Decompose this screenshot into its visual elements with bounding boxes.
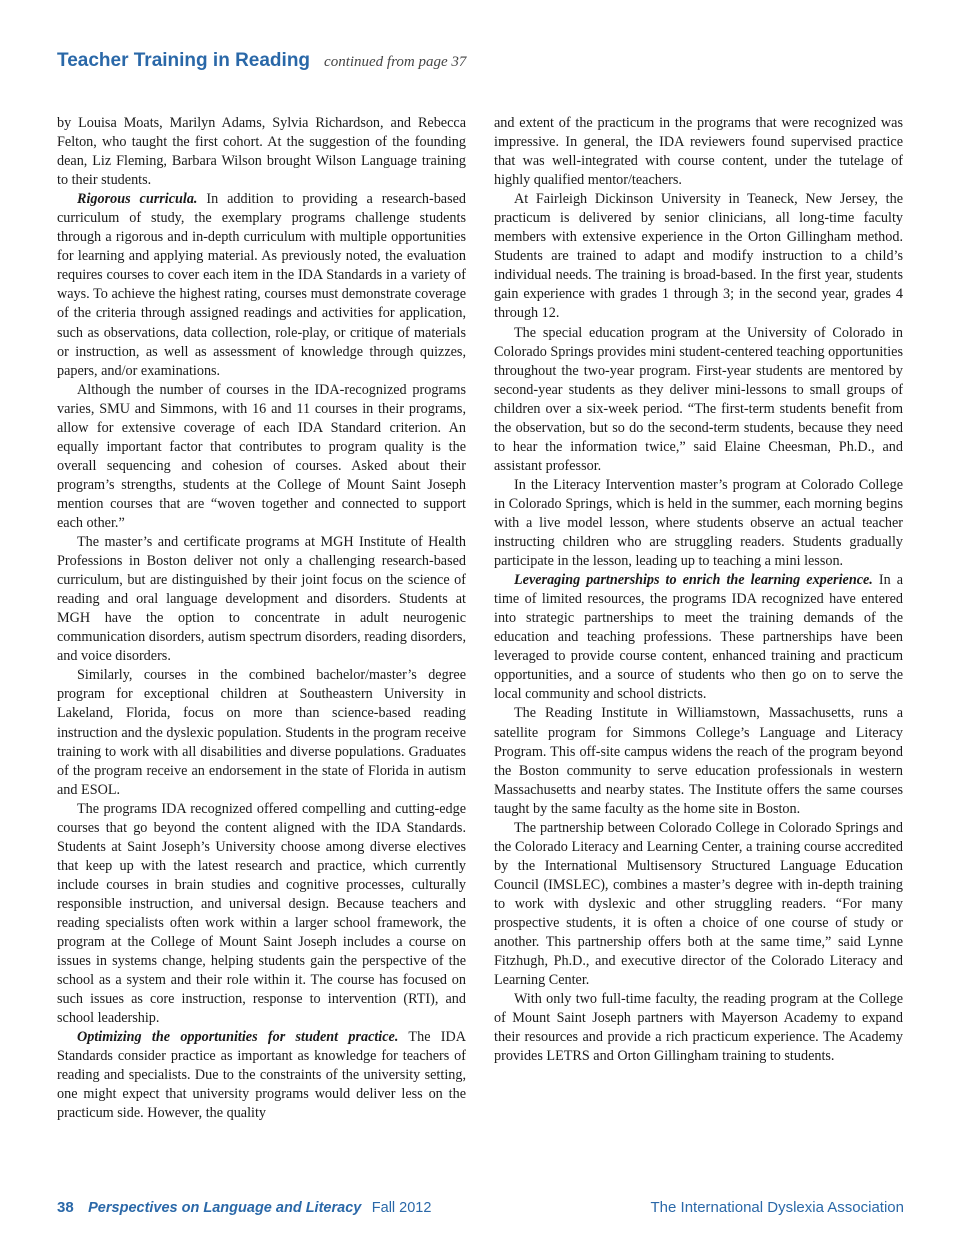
paragraph-text: In addition to providing a research-based curriculum of study, the exemplary programs challenge students through a rigorous and in-depth curriculum with multiple opportunities for learning and applying material. As previously noted, the evaluation requires courses to cover each item in the IDA Standards in a variety of ways. To achieve the highest rating, courses must demonstrate coverage of the criteria through assigned readings and activities for application, such as observations, data collection, role-play, or critique of materials or instruction, as well as assessment of knowledge through quizzes, papers, and/or examinations. bbox=[57, 191, 466, 379]
paragraph bbox=[494, 571, 903, 704]
paragraph: Although the number of courses in the IDA-recognized programs varies, SMU and Simmons, with 16 and 11 courses in their programs, allow for extensive coverage of each IDA Standard criterion. An equally important factor that contributes to program quality is the overall sequencing and cohesion of courses. Asked about their program’s strengths, students at the College of Mount Saint Joseph mention courses that are “woven together and connected to support each other.” bbox=[57, 381, 466, 531]
paragraph: by Louisa Moats, Marilyn Adams, Sylvia Richardson, and Rebecca Felton, who taught the first cohort. At the suggestion of the founding dean, Liz Fleming, Barbara Wilson brought Wilson Language training to their students. bbox=[57, 115, 466, 189]
paragraph: The Reading Institute in Williamstown, Massachusetts, runs a satellite program for Simmons College’s Language and Literacy Program. This off-site campus widens the reach of the program beyond the Boston community to serve education professionals in western Massachusetts and nearby states. The Institute offers the same courses taught by the same faculty as the home site in Boston. bbox=[494, 705, 903, 817]
paragraph bbox=[57, 1028, 466, 1123]
run-in-heading: Rigorous curricula. bbox=[77, 191, 198, 208]
paragraph bbox=[57, 190, 466, 380]
issue-label: Fall 2012 bbox=[371, 1200, 432, 1216]
right-column bbox=[494, 114, 903, 1066]
paragraph: With only two full-time faculty, the reading program at the College of Mount Saint Joseph partners with Mayerson Academy to expand their resources and provide a rich practicum experience. The Academy provides LETRS and Orton Gillingham training to students. bbox=[494, 991, 903, 1065]
running-footer bbox=[57, 1199, 904, 1221]
paragraph-text: In a time of limited resources, the programs IDA recognized have entered into strategic partnerships to meet the training demands of the education and teaching professions. These partnerships have been leveraged to provide course content, enhanced training and practicum opportunities, and a source of students who then go on to serve the local community and school districts. bbox=[494, 572, 904, 703]
paragraph: The programs IDA recognized offered compelling and cutting-edge courses that go beyond the content aligned with the IDA Standards. Students at Saint Joseph’s University choose among diverse electives that keep up with the latest research and practice, which currently include courses in brain studies and cognitive processes, culturally responsible instruction, and universal design. Because teachers and reading specialists often work within a larger school framework, the program at the College of Mount Saint Joseph includes a course on issues in systems change, helping students gain the perspective of the school as a system and their role within it. The course has focused on such issues as core instruction, response to intervention (RTI), and school leadership. bbox=[57, 800, 466, 1027]
paragraph: At Fairleigh Dickinson University in Teaneck, New Jersey, the practicum is delivered by senior clinicians, all long-time faculty members with extensive experience in the Orton Gillingham method. Students are trained to adapt and modify instruction to a child’s individual needs. The training is broad-based. In the first year, students gain experience with grades 1 through 3; in the second year, grades 4 through 12. bbox=[494, 191, 903, 322]
paragraph: Similarly, courses in the combined bachelor/master’s degree program for exceptional children at Southeastern University in Lakeland, Florida, focus on more than science-based reading instruction and the dyslexic population. Students in the program receive training to work with all disabilities and diverse populations. Graduates of the program receive an endorsement in the state of Florida in autism and ESOL. bbox=[57, 667, 466, 798]
left-column bbox=[57, 114, 466, 1123]
page-number: 38 bbox=[57, 1199, 74, 1216]
running-header bbox=[57, 50, 907, 80]
paragraph: and extent of the practicum in the programs that were recognized was impressive. In general, the IDA reviewers found supervised practice that was well-integrated with course content, under the tutelage of highly qualified mentor/teachers. bbox=[494, 115, 903, 189]
run-in-heading: Leveraging partnerships to enrich the learning experience. bbox=[514, 572, 873, 589]
organization-name: The International Dyslexia Association bbox=[650, 1199, 904, 1216]
journal-title: Perspectives on Language and Literacy bbox=[88, 1200, 362, 1216]
paragraph: In the Literacy Intervention master’s program at Colorado College in Colorado Springs, which is held in the summer, each morning begins with a live model lesson, where students observe an actual teacher instructing children who are struggling readers. Students gradually participate in the lesson, leading up to teaching a mini lesson. bbox=[494, 476, 903, 570]
paragraph: The master’s and certificate programs at MGH Institute of Health Professions in Boston deliver not only a challenging research-based curriculum, but are distinguished by their joint focus on the science of reading and oral language development and disorders. Students at MGH have the option to concentrate in adult neurogenic communication disorders, autism spectrum disorders, reading disorders, and voice disorders. bbox=[57, 534, 466, 665]
continued-note: continued from page 37 bbox=[324, 54, 467, 70]
paragraph: The partnership between Colorado College in Colorado Springs and the Colorado Literacy and Learning Center, a training course accredited by the International Multisensory Structured Language Education Council (IMSLEC), combines a master’s degree with in-depth training to work with dyslexic and other struggling readers. “For many prospective students, it is often a choice of one course of study or another. This partnership offers both at the same time,” said Lynne Fitzhugh, Ph.D., and executive director of the Colorado Literacy and Learning Center. bbox=[494, 819, 903, 989]
run-in-heading: Optimizing the opportunities for student practice. bbox=[77, 1029, 399, 1046]
paragraph-text: The IDA Standards consider practice as important as knowledge for teachers of reading and specialists. Due to the constraints of the university setting, one might expect that university programs would deliver less on the practicum side. However, the quality bbox=[57, 1029, 466, 1122]
paragraph: The special education program at the University of Colorado in Colorado Springs provides mini student-centered teaching opportunities throughout the two-year program. First-year students are mentored by second-year students as they deliver mini-lessons to small groups of children over a six-week period. “The first-term students benefit from the observation, but so do the second-term students, because they need to hear the information twice,” said Elaine Cheesman, Ph.D., and assistant professor. bbox=[494, 324, 903, 474]
section-title: Teacher Training in Reading bbox=[57, 50, 311, 71]
